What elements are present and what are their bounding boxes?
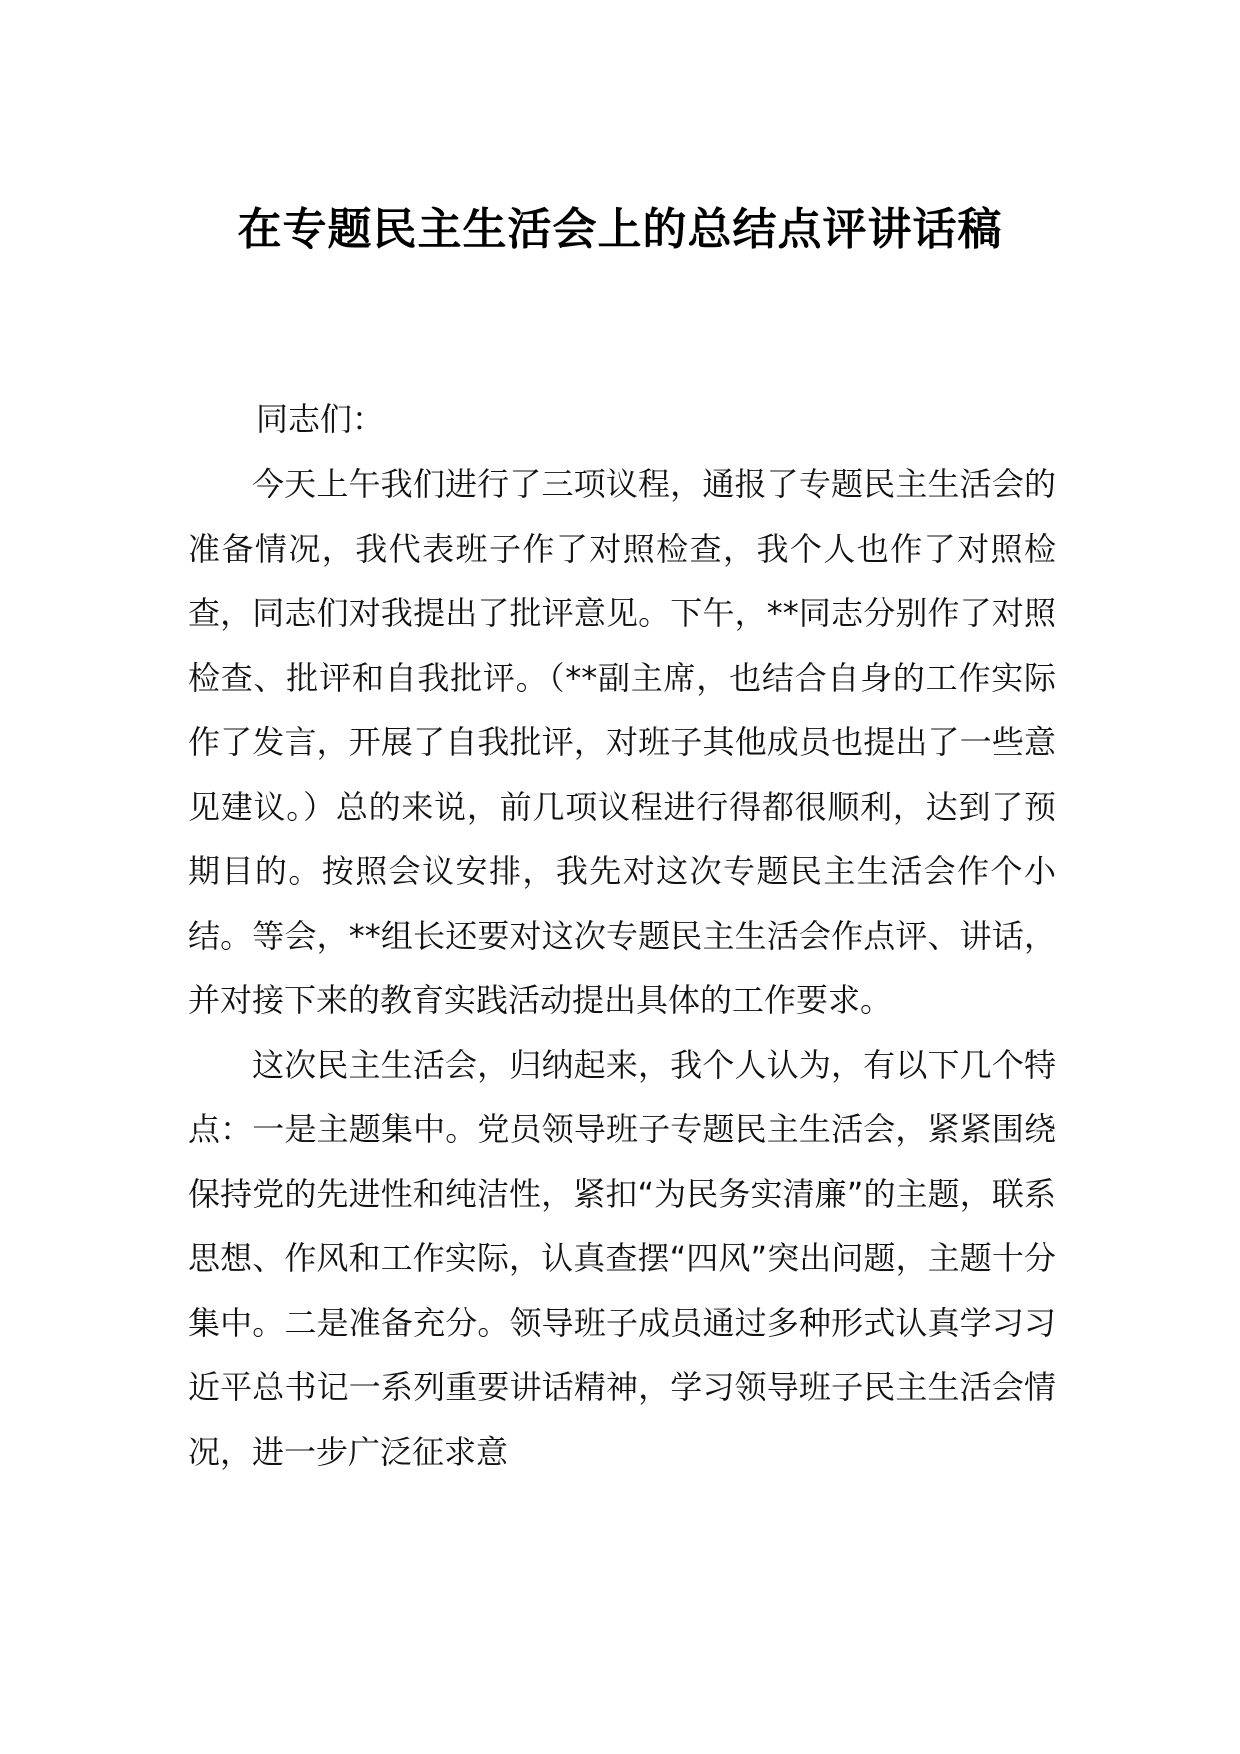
paragraph-1: 今天上午我们进行了三项议程，通报了专题民主生活会的准备情况，我代表班子作了对照检查，我个人也作了对照检查，同志们对我提出了批评意见。下午，**同志分别作了对照检查、批评和自我批评。（**副主席，也结合自身的工作实际作了发言，开展了自我批评，对班子其他成员也提出了一些意见建议。）总的来说，前几项议程进行得都很顺利，达到了预期目的。按照会议安排，我先对这次专题民主生活会作个小结。等会，**组长还要对这次专题民主生活会作点评、讲话，并对接下来的教育实践活动提出具体的工作要求。 [188,465,1056,1019]
document-body [188,452,1056,1484]
document-title: 在专题民主生活会上的总结点评讲话稿 [237,204,1003,255]
salutation: 同志们： [256,400,385,438]
paragraph-2: 这次民主生活会，归纳起来，我个人认为，有以下几个特点：一是主题集中。党员领导班子专题民主生活会，紧紧围绕保持党的先进性和纯洁性，紧扣“为民务实清廉”的主题，联系思想、作风和工作实际，认真查摆“四风”突出问题，主题十分集中。二是准备充分。领导班子成员通过多种形式认真学习习近平总书记一系列重要讲话精神，学习领导班子民主生活会情况，进一步广泛征求意 [188,1045,1056,1471]
